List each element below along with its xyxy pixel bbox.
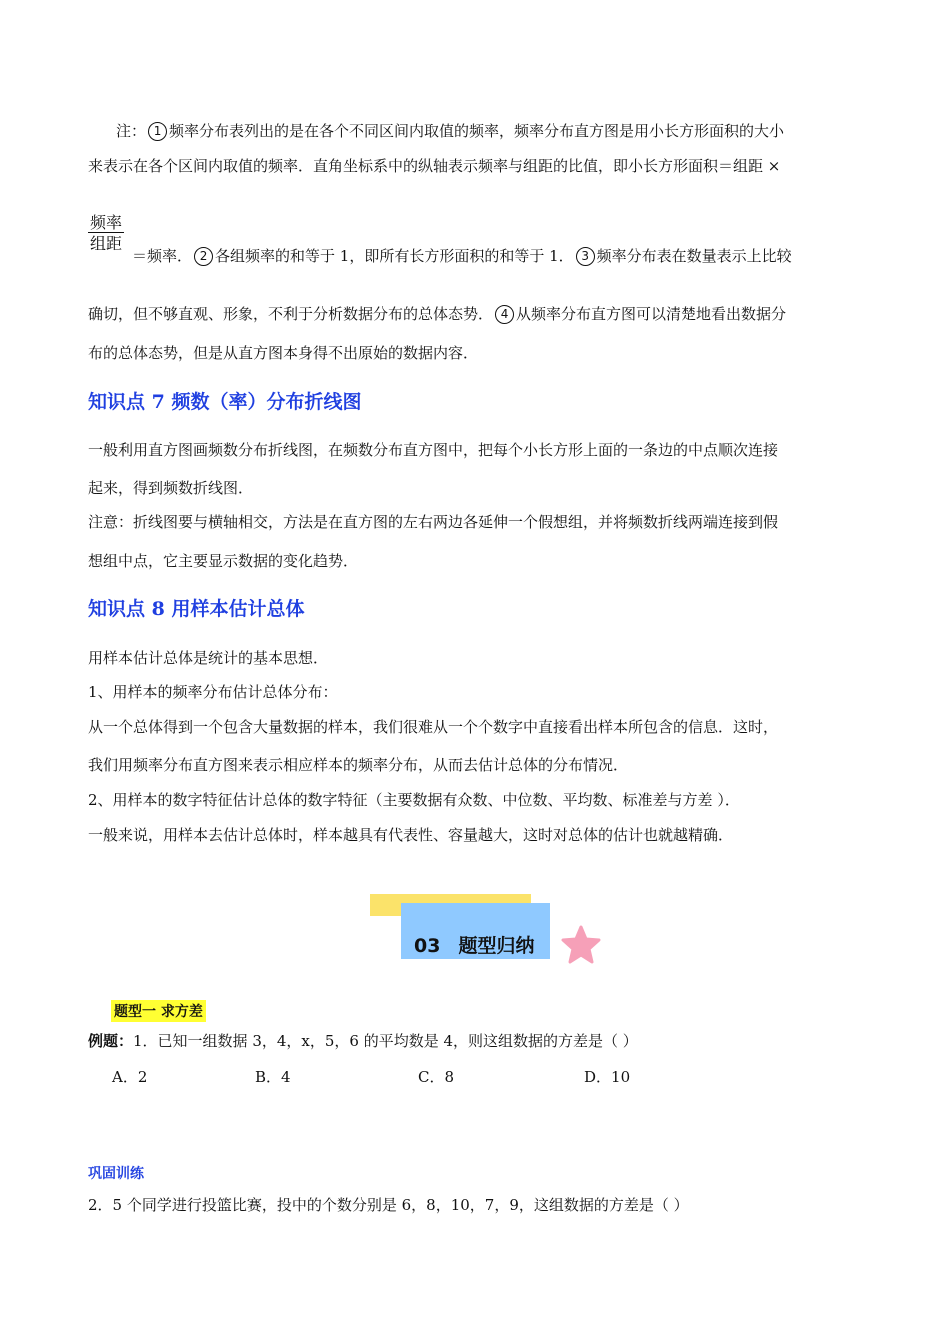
practice-question-2: 2．5 个同学进行投篮比赛，投中的个数分别是 6，8，10，7，9，这组数据的方差是（ ） — [88, 1196, 689, 1214]
note-line-4: 确切，但不够直观、形象，不利于分析数据分布的总体态势． 4 从频率分布直方图可以清楚地看出数据分 — [88, 305, 787, 323]
heading-knowledge-8: 知识点 8 用样本估计总体 — [88, 598, 305, 620]
practice-heading: 巩固训练 — [88, 1166, 144, 1182]
note-line-2: 来表示在各个区间内取值的频率．直角坐标系中的纵轴表示频率与组距的比值，即小长方形面积＝组距 × — [88, 157, 781, 175]
note-line-3: ＝频率． 2 各组频率的和等于 1，即所有长方形面积的和等于 1． 3 频率分布表在数量表示上比较 — [132, 247, 792, 265]
circled-number-3: 3 — [576, 247, 595, 266]
k8-paragraph-3: 从一个总体得到一个包含大量数据的样本，我们很难从一个个数字中直接看出样本所包含的信息．这时， — [88, 718, 779, 736]
option-b: B．4 — [255, 1068, 291, 1086]
option-c: C．8 — [418, 1068, 455, 1086]
circled-number-2: 2 — [194, 247, 213, 266]
k7-paragraph-3: 注意：折线图要与横轴相交，方法是在直方图的左右两边各延伸一个假想组，并将频数折线两端连接到假 — [88, 513, 779, 531]
circled-number-4: 4 — [495, 305, 514, 324]
fraction-frequency-over-width: 频率 组距 — [90, 213, 123, 253]
k7-paragraph-1: 一般利用直方图画频数分布折线图，在频数分布直方图中，把每个小长方形上面的一条边的中点顺次连接 — [88, 441, 779, 459]
example-question-1: 例题：1．已知一组数据 3，4，x，5，6 的平均数是 4，则这组数据的方差是（ ） — [88, 1032, 638, 1050]
option-a: A．2 — [112, 1068, 148, 1086]
question-type-tag: 题型一 求方差 — [111, 1000, 206, 1022]
note-line-5: 布的总体态势，但是从直方图本身得不出原始的数据内容． — [88, 344, 479, 362]
k8-paragraph-1: 用样本估计总体是统计的基本思想． — [88, 649, 329, 667]
k7-paragraph-4: 想组中点，它主要显示数据的变化趋势． — [88, 552, 359, 570]
star-icon — [560, 924, 602, 966]
circled-number-1: 1 — [148, 122, 167, 141]
k8-paragraph-2: 1、用样本的频率分布估计总体分布： — [88, 683, 338, 701]
k8-paragraph-5: 2、用样本的数字特征估计总体的数字特征（主要数据有众数、中位数、平均数、标准差与方差 ）． — [88, 791, 740, 809]
k8-paragraph-6: 一般来说，用样本去估计总体时，样本越具有代表性、容量越大，这时对总体的估计也就越精确． — [88, 826, 734, 844]
option-d: D．10 — [584, 1068, 631, 1086]
note-line-1: 注： 1 频率分布表列出的是在各个不同区间内取值的频率，频率分布直方图是用小长方形面积的大小 — [116, 122, 785, 140]
section-banner-title: 03 题型归纳 — [414, 935, 535, 957]
k8-paragraph-4: 我们用频率分布直方图来表示相应样本的频率分布，从而去估计总体的分布情况． — [88, 756, 629, 774]
k7-paragraph-2: 起来，得到频数折线图． — [88, 479, 254, 497]
heading-knowledge-7: 知识点 7 频数（率）分布折线图 — [88, 391, 362, 413]
